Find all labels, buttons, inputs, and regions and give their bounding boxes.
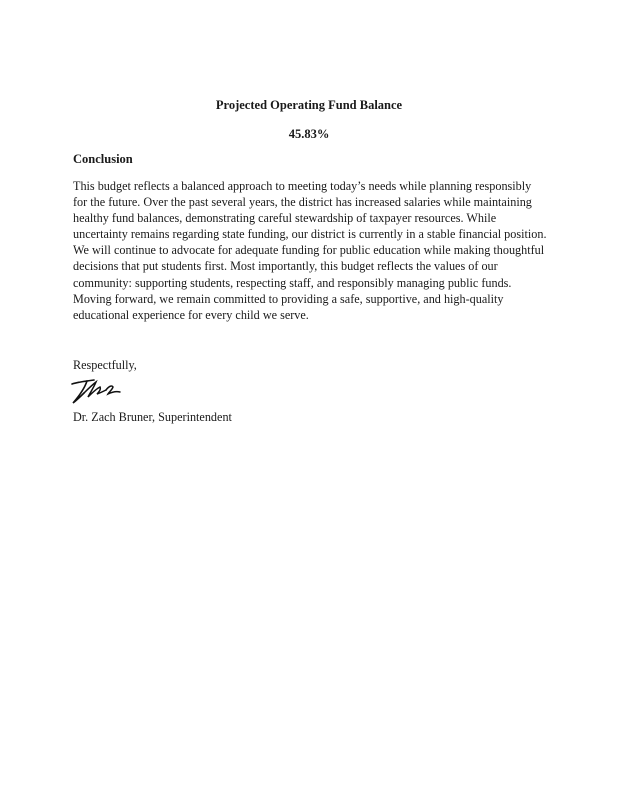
paragraph-line: community: supporting students, respecting staff, and responsibly managing public funds. (73, 275, 512, 290)
paragraph-line: This budget reflects a balanced approach to meeting today’s needs while planning responsibly (73, 179, 532, 193)
signer-name: Dr. Zach Bruner, Superintendent (73, 410, 232, 424)
section-title: Projected Operating Fund Balance (215, 98, 403, 112)
paragraph-line: educational experience for every child we serve. (73, 307, 309, 322)
conclusion-paragraph (73, 178, 553, 323)
handwritten-signature (70, 375, 124, 407)
paragraph-line: uncertainty remains regarding state funding, our district is currently in a stable financial position. (73, 227, 547, 242)
paragraph-line: decisions that put students first. Most importantly, this budget reflects the values of our (73, 259, 498, 274)
paragraph-line: healthy fund balances, demonstrating careful stewardship of taxpayer resources. While (73, 211, 497, 226)
paragraph-line: We will continue to advocate for adequate funding for public education while making thoughtful (73, 243, 545, 258)
paragraph-line: for the future. Over the past several years, the district has increased salaries while maintaining (73, 195, 532, 210)
closing-salutation: Respectfully, (73, 358, 137, 372)
paragraph-line: Moving forward, we remain committed to providing a safe, supportive, and high-quality (73, 291, 504, 306)
fund-balance-value: 45.83% (288, 127, 330, 141)
conclusion-heading: Conclusion (73, 152, 133, 166)
